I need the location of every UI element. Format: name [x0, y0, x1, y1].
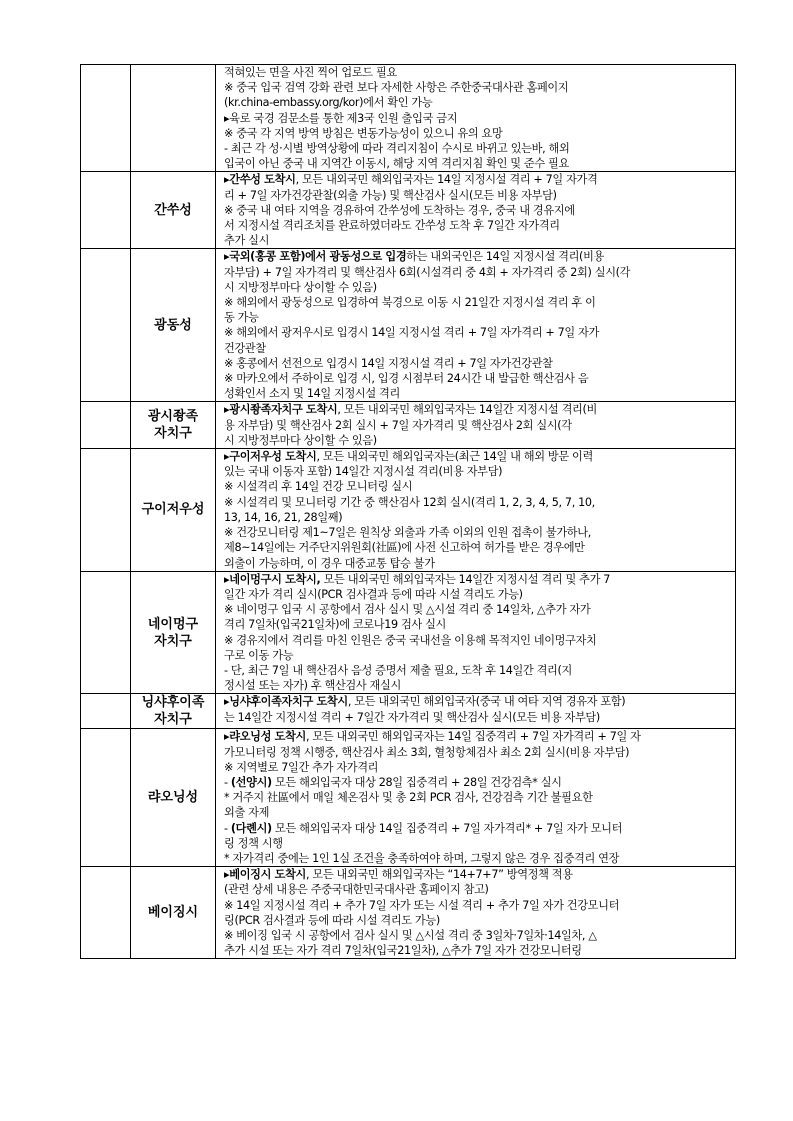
policy-text: 건강관찰	[224, 341, 266, 355]
region-name: 간쑤성	[154, 202, 192, 218]
policy-cell	[216, 729, 736, 867]
policy-text: 외출이 가능하며, 이 경우 대중교통 탑승 불가	[224, 556, 435, 570]
region-name: 자치구	[154, 712, 192, 728]
index-cell	[81, 402, 131, 449]
policy-line	[224, 540, 729, 555]
quarantine-policy-table	[80, 64, 736, 959]
policy-text: * 거주지 社區에서 매일 체온검사 및 총 2회 PCR 검사, 건강검측 기간 불필요한	[224, 791, 593, 805]
policy-text: 제8~14일에는 거주단지위원회(社區)에 사전 신고하여 허가를 받은 경우에만	[224, 541, 585, 555]
policy-line	[224, 172, 729, 187]
region-cell	[131, 172, 216, 249]
index-cell	[81, 729, 131, 867]
policy-line	[224, 790, 729, 805]
region-name: 네이멍구	[147, 616, 199, 632]
policy-line	[224, 663, 729, 678]
policy-line	[224, 678, 729, 693]
table-row	[81, 729, 736, 867]
policy-heading: 국외(홍콩 포함)에서 광동성으로 입경	[229, 250, 407, 264]
policy-cell	[216, 249, 736, 402]
policy-line	[224, 433, 729, 448]
policy-line	[224, 418, 729, 433]
policy-cell	[216, 402, 736, 449]
policy-text: ▸	[224, 450, 230, 464]
policy-text: ※ 경유지에서 격리를 마친 인원은 중국 국내선을 이용해 목적지인 네이멍구자치	[224, 633, 597, 647]
policy-cell	[216, 571, 736, 694]
policy-heading: 네이멍구시 도착시,	[229, 572, 321, 586]
policy-line	[224, 836, 729, 851]
policy-text: 정시설 또는 자가) 후 핵산검사 재실시	[224, 679, 401, 693]
policy-text: 리 + 7일 자가건강관찰(외출 가능) 및 핵산검사 실시(모든 비용 자부담)	[224, 188, 557, 202]
policy-line	[224, 464, 729, 479]
policy-text: 일간 자가 격리 실시(PCR 검사결과 등에 따라 시설 격리도 가능)	[224, 587, 523, 601]
policy-line	[224, 265, 729, 280]
policy-text: ▸	[224, 173, 230, 187]
policy-line	[224, 249, 729, 264]
table-row	[81, 172, 736, 249]
policy-line	[224, 203, 729, 218]
policy-line	[224, 882, 729, 897]
policy-text: ※ 지역별로 7일간 추가 자가격리	[224, 760, 379, 774]
region-name: 랴오닝성	[147, 790, 199, 806]
policy-heading: 랴오닝성 도착시	[229, 730, 307, 744]
index-cell	[81, 65, 131, 172]
policy-line	[224, 479, 729, 494]
policy-text: , 모든 내외국민 해외입국자는(최근 14일 내 해외 방문 이력	[316, 450, 593, 464]
policy-line	[224, 745, 729, 760]
policy-text: 추가 실시	[224, 234, 270, 248]
policy-line	[224, 371, 729, 386]
policy-text: 시 지방정부마다 상이할 수 있음)	[224, 280, 377, 294]
policy-text: , 모든 내외국민 해외입국자는 14일 집중격리 + 7일 자가격리 + 7일 자	[306, 730, 641, 744]
policy-line	[224, 775, 729, 790]
policy-line	[224, 233, 729, 248]
policy-line	[224, 587, 729, 602]
policy-text: 모든 해외입국자 대상 14일 집중격리 + 7일 자가격리* + 7일 자가 모니터	[271, 821, 623, 835]
index-cell	[81, 694, 131, 729]
region-name: 베이징시	[147, 905, 199, 921]
region-name: 광시좡족	[147, 409, 199, 425]
policy-line	[224, 602, 729, 617]
policy-text: ※ 베이징 입국 시 공항에서 검사 실시 및 △시설 격리 중 3일차·7일차·14일차, △	[224, 928, 597, 942]
policy-text: 모든 해외입국자 대상 28일 집중격리 + 28일 건강검측* 실시	[271, 775, 562, 789]
policy-text: , 모든 내외국민 해외입국자(중국 내 여타 지역 경유자 포함)	[347, 695, 626, 709]
policy-line	[224, 80, 729, 95]
policy-text: 적혀있는 면을 사진 찍어 업로드 필요	[224, 66, 397, 79]
index-cell	[81, 172, 131, 249]
policy-text: 하는 내외국인은 14일 지정시설 격리(비용	[406, 250, 604, 264]
policy-text: 성확인서 소지 및 14일 지정시설 격리	[224, 387, 400, 401]
policy-line	[224, 617, 729, 632]
policy-text: ※ 해외에서 광저우시로 입경시 14일 지정시설 격리 + 7일 자가격리 + 7일 자가	[224, 326, 599, 340]
region-name: 구이저우성	[141, 502, 205, 518]
policy-heading: 베이징시 도착시	[229, 868, 307, 882]
policy-text: (kr.china-embassy.org/kor)에서 확인 가능	[224, 96, 433, 110]
policy-line	[224, 495, 729, 510]
table-row	[81, 65, 736, 172]
policy-text: 링(PCR 검사결과 등에 따라 시설 격리도 가능)	[224, 913, 440, 927]
policy-line	[224, 633, 729, 648]
policy-text: 시 지방정부마다 상이할 수 있음)	[224, 433, 377, 447]
policy-text: ※ 중국 각 지역 방역 방침은 변동가능성이 있으니 유의 요망	[224, 126, 503, 140]
policy-line	[224, 898, 729, 913]
policy-text: ▸	[224, 695, 230, 709]
policy-text: ※ 마카오에서 주하이로 입경 시, 입경 시점부터 24시간 내 발급한 핵산검사 음	[224, 372, 589, 386]
policy-text: 추가 시설 또는 자가 격리 7일차(입국21일차), △추가 7일 자가 건강모니터링	[224, 944, 582, 958]
policy-line	[224, 126, 729, 141]
policy-heading: (다롄시)	[230, 821, 272, 835]
policy-text: ※ 해외에서 광둥성으로 입경하여 북경으로 이동 시 21일간 지정시설 격리 후 이	[224, 296, 596, 310]
policy-text: ▸육로 국경 검문소를 통한 제3국 인원 출입국 금지	[224, 111, 458, 125]
policy-text: ▸	[224, 250, 230, 264]
policy-line	[224, 95, 729, 110]
policy-text: 링 정책 시행	[224, 836, 283, 850]
region-cell	[131, 867, 216, 959]
policy-line	[224, 402, 729, 417]
policy-line	[224, 111, 729, 126]
policy-text: 서 지정시설 격리조치를 완료하였더라도 간쑤성 도착 후 7일간 자가격리	[224, 219, 560, 233]
policy-line	[224, 867, 729, 882]
policy-text: ※ 중국 내 여타 지역을 경유하여 간쑤성에 도착하는 경우, 중국 내 경유지에	[224, 203, 575, 217]
policy-line	[224, 280, 729, 295]
policy-heading: 닝샤후이족자치구 도착시	[229, 695, 348, 709]
policy-line	[224, 821, 729, 836]
policy-text: -	[224, 821, 231, 835]
table-row	[81, 571, 736, 694]
table-row	[81, 449, 736, 572]
index-cell	[81, 867, 131, 959]
policy-text: ※ 시설격리 및 모니터링 기간 중 핵산검사 12회 실시(격리 1, 2, 3, 4, 5, 7, 10,	[224, 495, 595, 509]
policy-line	[224, 694, 729, 709]
policy-text: ▸	[224, 868, 230, 882]
policy-line	[224, 188, 729, 203]
policy-line	[224, 310, 729, 325]
policy-text: - 단, 최근 7일 내 핵산검사 음성 증명서 제출 필요, 도착 후 14일간 격리(지	[224, 663, 572, 677]
region-cell	[131, 249, 216, 402]
policy-text: 13, 14, 16, 21, 28일째)	[224, 510, 343, 524]
policy-text: 동 가능	[224, 311, 259, 325]
policy-line	[224, 556, 729, 571]
policy-line	[224, 710, 729, 725]
policy-line	[224, 928, 729, 943]
region-cell	[131, 571, 216, 694]
policy-line	[224, 805, 729, 820]
policy-line	[224, 295, 729, 310]
index-cell	[81, 449, 131, 572]
policy-cell	[216, 65, 736, 172]
policy-line	[224, 325, 729, 340]
policy-cell	[216, 694, 736, 729]
policy-line	[224, 341, 729, 356]
policy-line	[224, 218, 729, 233]
policy-line	[224, 913, 729, 928]
policy-line	[224, 65, 729, 80]
policy-text: -	[224, 775, 231, 789]
policy-text: - 최근 각 성·시별 방역상황에 따라 격리지침이 수시로 바뀌고 있는바, 해외	[224, 142, 570, 156]
policy-text: ※ 건강모니터링 제1~7일은 원칙상 외출과 가족 이외의 인원 접촉이 불가하나,	[224, 526, 591, 540]
policy-text: 격리 7일차(입국21일차)에 코로나19 검사 실시	[224, 618, 447, 632]
region-name: 자치구	[154, 633, 192, 649]
policy-text: ▸	[224, 730, 230, 744]
policy-line	[224, 449, 729, 464]
policy-text: 외출 자제	[224, 806, 270, 820]
policy-heading: 구이저우성 도착시	[229, 450, 317, 464]
region-cell	[131, 65, 216, 172]
region-cell	[131, 449, 216, 572]
policy-line	[224, 156, 729, 171]
policy-text: ▸	[224, 403, 230, 417]
policy-text: ※ 홍콩에서 선전으로 입경시 14일 지정시설 격리 + 7일 자가건강관찰	[224, 356, 553, 370]
policy-text: ▸	[224, 572, 230, 586]
policy-heading: 광시좡족자치구 도착시	[229, 403, 338, 417]
table-row	[81, 867, 736, 959]
policy-line	[224, 851, 729, 866]
policy-line	[224, 760, 729, 775]
policy-line	[224, 572, 729, 587]
policy-line	[224, 648, 729, 663]
policy-line	[224, 510, 729, 525]
region-cell	[131, 729, 216, 867]
policy-text: ※ 네이멍구 입국 시 공항에서 검사 실시 및 △시설 격리 중 14일차, △추가 자가	[224, 603, 591, 617]
policy-line	[224, 729, 729, 744]
policy-cell	[216, 172, 736, 249]
policy-line	[224, 525, 729, 540]
index-cell	[81, 249, 131, 402]
policy-cell	[216, 449, 736, 572]
index-cell	[81, 571, 131, 694]
policy-text: , 모든 내외국민 해외입국자는 14일간 지정시설 격리(비	[337, 403, 597, 417]
policy-text: ※ 시설격리 후 14일 건강 모니터링 실시	[224, 480, 413, 494]
policy-text: 있는 국내 이동자 포함) 14일간 지정시설 격리(비용 자부담)	[224, 465, 503, 479]
table-row	[81, 694, 736, 729]
region-name: 광동성	[154, 317, 192, 333]
policy-text: 구로 이동 가능	[224, 648, 294, 662]
policy-heading: 간쑤성 도착시	[229, 173, 296, 187]
policy-line	[224, 356, 729, 371]
policy-cell	[216, 867, 736, 959]
policy-text: 용 자부담) 및 핵산검사 2회 실시 + 7일 자가격리 및 핵산검사 2회 실시(각	[224, 418, 572, 432]
region-cell	[131, 694, 216, 729]
policy-heading: (선양시)	[230, 775, 272, 789]
policy-text: 가모니터링 정책 시행중, 핵산검사 최소 3회, 혈청항체검사 최소 2회 실시(비용 자부담)	[224, 745, 630, 759]
policy-text: ※ 14일 지정시설 격리 + 추가 7일 자가 또는 시설 격리 + 추가 7일 자가 건강모니터	[224, 898, 620, 912]
policy-text: (관련 상세 내용은 주중국대한민국대사관 홈페이지 참고)	[224, 883, 489, 897]
policy-text: ※ 중국 입국 검역 강화 관련 보다 자세한 사항은 주한중국대사관 홈페이지	[224, 81, 569, 95]
region-name: 자치구	[154, 426, 192, 442]
region-cell	[131, 402, 216, 449]
table-row	[81, 249, 736, 402]
policy-text: 입국이 아닌 중국 내 지역간 이동시, 해당 지역 격리지침 확인 및 준수 필요	[224, 157, 569, 171]
policy-line	[224, 943, 729, 958]
policy-text: 자부담) + 7일 자가격리 및 핵산검사 6회(시설격리 중 4회 + 자가격리 중 2회) 실시(각	[224, 265, 631, 279]
policy-text: , 모든 내외국민 해외입국자는 “14+7+7” 방역정책 적용	[306, 868, 573, 882]
policy-line	[224, 141, 729, 156]
policy-text: 모든 내외국민 해외입국자는 14일간 지정시설 격리 및 추가 7	[320, 572, 611, 586]
policy-text: * 자가격리 중에는 1인 1실 조건을 충족하여야 하며, 그렇지 않은 경우 집중격리 연장	[224, 851, 620, 865]
region-name: 닝샤후이족	[141, 695, 205, 711]
policy-text: 는 14일간 지정시설 격리 + 7일간 자가격리 및 핵산검사 실시(모든 비용 자부담)	[224, 710, 600, 724]
table-row	[81, 402, 736, 449]
policy-text: , 모든 내외국민 해외입국자는 14일 지정시설 격리 + 7일 자가격	[295, 173, 598, 187]
policy-line	[224, 386, 729, 401]
